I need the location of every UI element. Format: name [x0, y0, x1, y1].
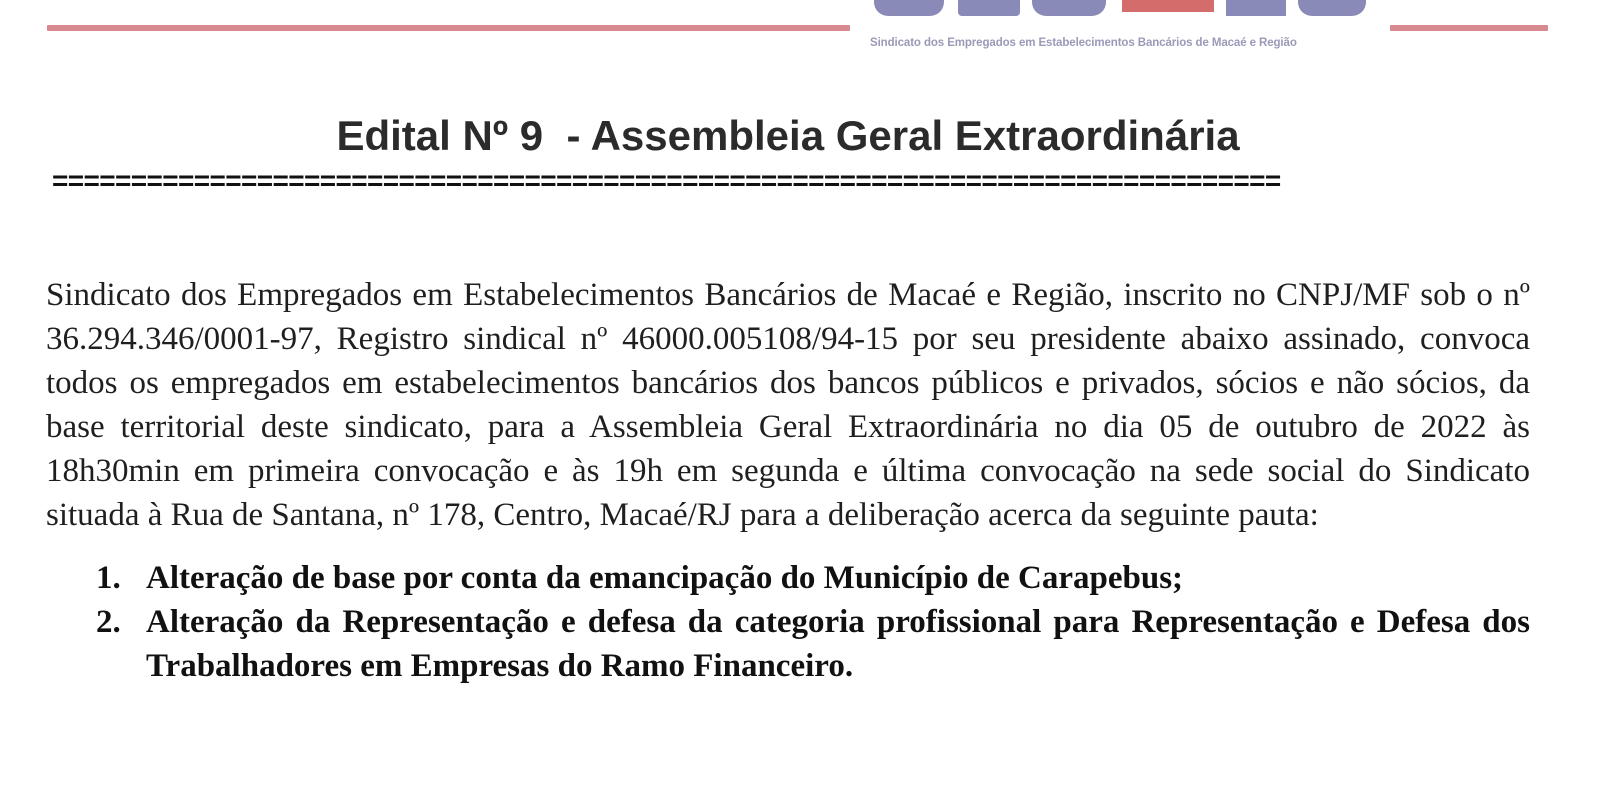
agenda-item-number: 2.	[96, 604, 121, 640]
agenda-item-text: Alteração da Representação e defesa da categoria profissional para Representação e Defesa dos Trabalhadores em Empresas do Ramo Financeiro.	[146, 604, 1530, 684]
org-name: Sindicato dos Empregados em Estabelecimentos Bancários de Macaé e Região	[870, 37, 1297, 49]
agenda-item	[96, 556, 1530, 600]
notice-body: Sindicato dos Empregados em Estabelecimentos Bancários de Macaé e Região, inscrito no CNPJ/MF sob o nº 36.294.346/0001-97, Registro sindical nº 46000.005108/94-15 por seu presidente abaixo assinado, convoca todos os empregados em estabelecimentos bancários dos bancos públicos e privados, sócios e não sócios, da base territorial deste sindicato, para a Assembleia Geral Extraordinária no dia 05 de outubro de 2022 às 18h30min em primeira convocação e às 19h em segunda e última convocação na sede social do Sindicato situada à Rua de Santana, nº 178, Centro, Macaé/RJ para a deliberação acerca da seguinte pauta:	[46, 277, 1530, 533]
agenda-item-text: Alteração de base por conta da emancipação do Município de Carapebus;	[146, 560, 1184, 596]
logo-letter-r	[1298, 0, 1366, 16]
agenda-item-number: 1.	[96, 560, 121, 596]
seeb-logo	[870, 0, 1370, 24]
agenda-item	[96, 600, 1530, 688]
logo-dash	[1122, 0, 1214, 12]
logo-letter-m	[1226, 0, 1286, 16]
logo-letter-s	[874, 0, 944, 16]
logo-letter-b	[1032, 0, 1106, 16]
page-title: Edital Nº 9 - Assembleia Geral Extraordinária	[336, 112, 1240, 159]
header-rule-left	[47, 25, 850, 31]
title-separator: ==============================================================================	[52, 166, 1281, 196]
agenda-list	[96, 556, 1530, 688]
header-rule-right	[1390, 25, 1548, 31]
logo-letter-e	[958, 0, 1020, 16]
